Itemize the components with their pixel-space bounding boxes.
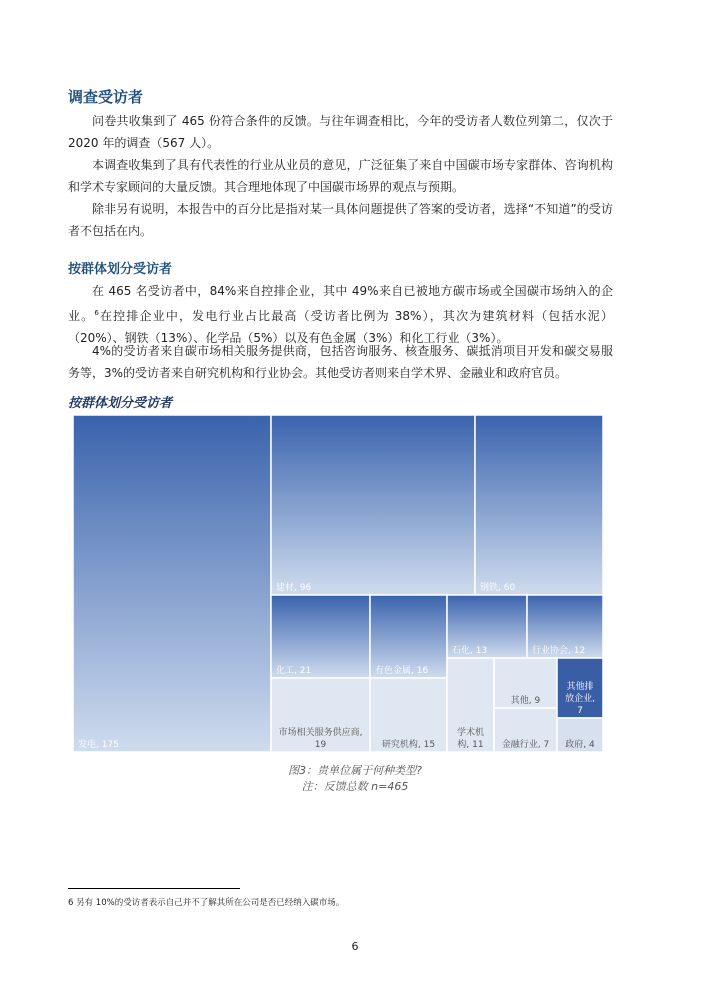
subsection-title: 按群体划分受访者 xyxy=(68,262,173,277)
treemap-label: 市场相关服务供应商, 19 xyxy=(278,728,363,750)
treemap-label: 学术机构, 11 xyxy=(456,728,485,750)
paragraph-percent-note: 除非另有说明，本报告中的百分比是指对某一具体问题提供了答案的受访者，选择“不知道”的受访者不包括在内。 xyxy=(68,202,613,238)
page-number: 6 xyxy=(351,940,359,953)
treemap-label: 其他, 9 xyxy=(510,696,541,706)
chart-title: 按群体划分受访者 xyxy=(68,396,173,411)
treemap-label: 政府, 4 xyxy=(565,740,595,750)
footnote-ref: 6 xyxy=(94,309,99,317)
treemap-label: 发电, 175 xyxy=(78,740,119,750)
paragraph-group-1-b: 在控排企业中，发电行业占比最高（受访者比例为 38%），其次为建筑材料（包括水泥）（20%）、钢铁（13%）、化学品（5%）以及有色金属（3%）和化工行业（3%）。 xyxy=(68,309,613,345)
paragraph-representative: 本调查收集到了具有代表性的行业从业员的意见，广泛征集了来自中国碳市场专家群体、咨询机构和学术专家顾问的大量反馈。其合理地体现了中国碳市场界的观点与预期。 xyxy=(68,158,613,194)
treemap-cell xyxy=(271,415,475,595)
paragraph-group-2: 4%的受访者来自碳市场相关服务提供商，包括咨询服务、核查服务、碳抵消项目开发和碳交易服务等，3%的受访者来自研究机构和行业协会。其他受访者则来自学术界、金融业和政府官员。 xyxy=(68,344,613,380)
figure-caption: 图3：贵单位属于何种类型? xyxy=(288,764,422,777)
footnote-divider xyxy=(68,888,240,889)
treemap-label: 钢铁, 60 xyxy=(480,583,516,593)
treemap-label: 行业协会, 12 xyxy=(532,646,586,656)
treemap-cell xyxy=(475,415,603,595)
treemap-chart xyxy=(73,415,603,752)
footnote: 6 另有 10%的受访者表示自己并不了解其所在公司是否已经纳入碳市场。 xyxy=(68,898,345,908)
paragraph-group-1-a: 在 465 名受访者中，84%来自控排企业，其中 49%来自已被地方碳市场或全国碳市场纳入的企业。 xyxy=(68,284,613,323)
treemap-label: 化工, 21 xyxy=(276,666,312,676)
treemap-label: 其他排放企业, 7 xyxy=(565,682,595,716)
treemap-label: 石化, 13 xyxy=(452,646,488,656)
treemap-label: 研究机构, 15 xyxy=(381,740,436,750)
treemap-label: 有色金属, 16 xyxy=(375,666,429,676)
treemap-label: 金融行业, 7 xyxy=(501,740,550,750)
treemap-cell xyxy=(73,415,271,752)
paragraph-respondents-count: 问卷共收集到了 465 份符合条件的反馈。与往年调查相比，今年的受访者人数位列第二，仅次于 2020 年的调查（567 人）。 xyxy=(68,114,613,150)
treemap-label: 建材, 96 xyxy=(276,583,312,593)
paragraph-group-1 xyxy=(68,280,613,349)
figure-note: 注：反馈总数 n=465 xyxy=(301,780,409,793)
section-title: 调查受访者 xyxy=(68,88,144,106)
